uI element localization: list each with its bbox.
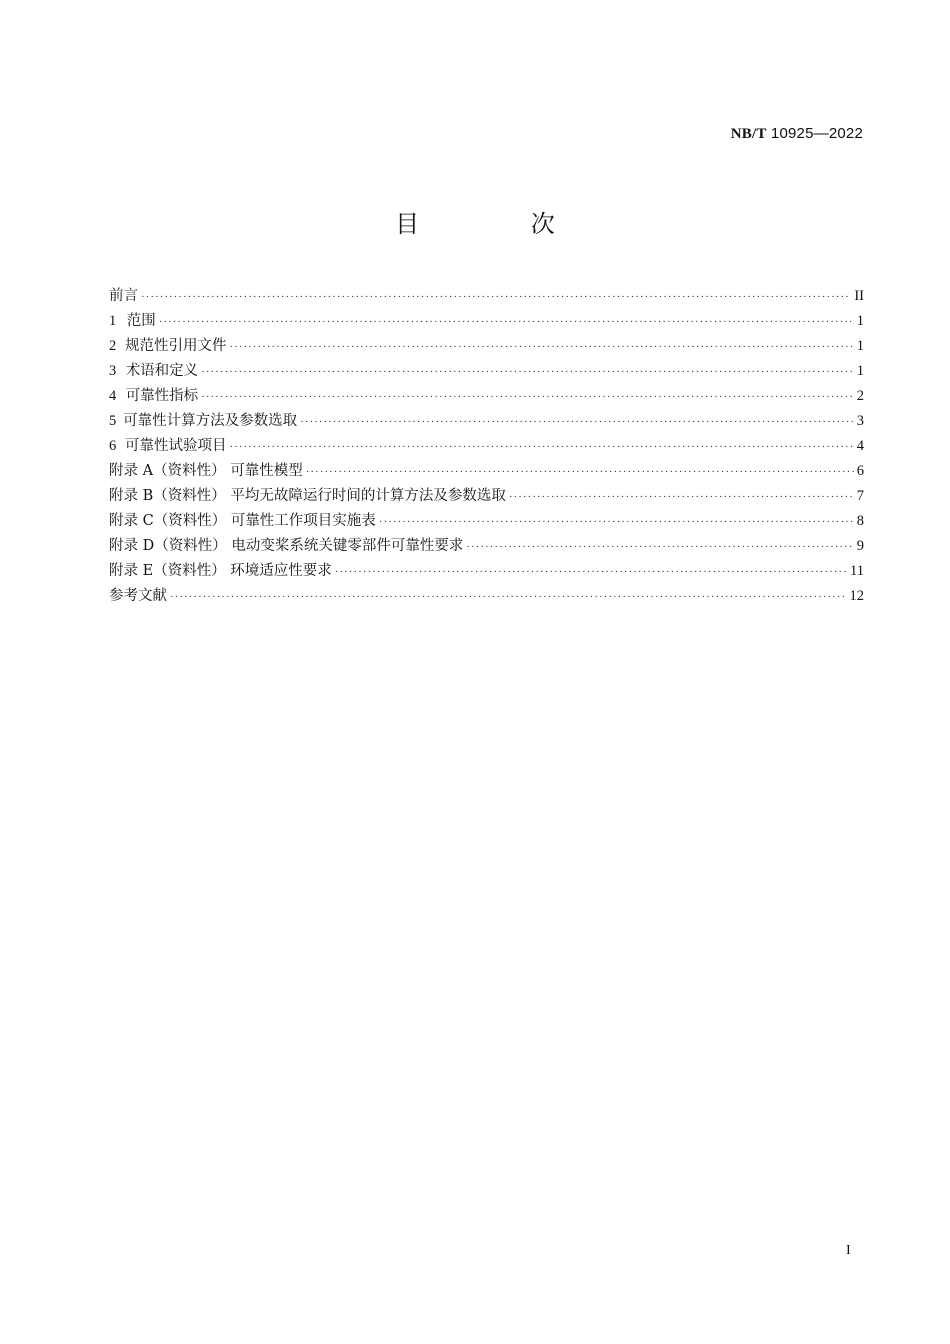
toc-entry-appendix-d[interactable] xyxy=(109,534,864,559)
table-of-contents xyxy=(109,284,864,609)
toc-leader-dots xyxy=(379,510,854,535)
toc-entry-page: 2 xyxy=(856,388,864,404)
toc-entry-appendix-e[interactable] xyxy=(109,559,864,584)
standard-prefix: NB/T xyxy=(730,126,767,142)
toc-entry-label: 参考文献 xyxy=(109,588,167,604)
toc-entry-number: 2 xyxy=(109,338,117,354)
toc-leader-dots xyxy=(159,310,854,335)
toc-entry-page: 4 xyxy=(856,438,864,454)
toc-entry-page: 1 xyxy=(856,363,864,379)
toc-entry-page: II xyxy=(854,288,864,304)
toc-entry-number: 6 xyxy=(109,438,117,454)
toc-leader-dots xyxy=(466,535,853,560)
toc-leader-dots xyxy=(300,410,854,435)
toc-entry-number: 5 xyxy=(109,413,117,429)
toc-entry-page: 12 xyxy=(849,588,864,604)
toc-entry-page: 11 xyxy=(850,563,864,579)
toc-entry-appendix-c[interactable] xyxy=(109,509,864,534)
toc-entry-label: 前言 xyxy=(109,288,138,304)
toc-entry-scope[interactable] xyxy=(109,309,864,334)
standard-number: 10925—2022 xyxy=(770,125,863,142)
toc-entry-calculation-methods[interactable] xyxy=(109,409,864,434)
toc-entry-label: 附录 D（资料性） 电动变桨系统关键零部件可靠性要求 xyxy=(109,538,464,554)
toc-entry-terms-definitions[interactable] xyxy=(109,359,864,384)
toc-leader-dots xyxy=(306,460,854,485)
toc-entry-label: 可靠性计算方法及参数选取 xyxy=(123,413,298,429)
toc-entry-label: 附录 B（资料性） 平均无故障运行时间的计算方法及参数选取 xyxy=(109,488,506,504)
toc-entry-normative-references[interactable] xyxy=(109,334,864,359)
toc-entry-label: 附录 A（资料性） 可靠性模型 xyxy=(109,463,303,479)
toc-entry-label: 附录 E（资料性） 环境适应性要求 xyxy=(109,563,332,579)
toc-entry-number: 3 xyxy=(109,363,117,379)
standard-code xyxy=(731,125,863,143)
toc-entry-label: 可靠性指标 xyxy=(125,388,199,404)
toc-leader-dots xyxy=(170,585,847,610)
toc-entry-appendix-b[interactable] xyxy=(109,484,864,509)
toc-leader-dots xyxy=(335,560,847,585)
toc-entry-foreword[interactable] xyxy=(109,284,864,309)
toc-entry-page: 6 xyxy=(856,463,864,479)
toc-leader-dots xyxy=(201,385,854,410)
toc-entry-label: 可靠性试验项目 xyxy=(124,438,227,454)
toc-entry-label: 术语和定义 xyxy=(125,363,199,379)
toc-entry-label: 范围 xyxy=(126,313,156,329)
toc-entry-number: 1 xyxy=(109,313,117,329)
toc-leader-dots xyxy=(509,485,854,510)
toc-leader-dots xyxy=(229,435,853,460)
toc-entry-reliability-indicators[interactable] xyxy=(109,384,864,409)
toc-leader-dots xyxy=(229,335,853,360)
toc-entry-page: 7 xyxy=(856,488,864,504)
toc-entry-test-items[interactable] xyxy=(109,434,864,459)
toc-entry-page: 9 xyxy=(856,538,864,554)
toc-title: 目 次 xyxy=(395,210,607,238)
toc-entry-label: 规范性引用文件 xyxy=(124,338,227,354)
toc-leader-dots xyxy=(141,285,851,310)
toc-entry-number: 4 xyxy=(109,388,117,404)
page-number: I xyxy=(846,1243,851,1258)
toc-entry-page: 3 xyxy=(856,413,864,429)
toc-entry-appendix-a[interactable] xyxy=(109,459,864,484)
toc-entry-page: 8 xyxy=(856,513,864,529)
toc-entry-page: 1 xyxy=(856,338,864,354)
toc-entry-page: 1 xyxy=(856,313,864,329)
toc-leader-dots xyxy=(201,360,854,385)
toc-entry-label: 附录 C（资料性） 可靠性工作项目实施表 xyxy=(109,513,376,529)
toc-entry-bibliography[interactable] xyxy=(109,584,864,609)
